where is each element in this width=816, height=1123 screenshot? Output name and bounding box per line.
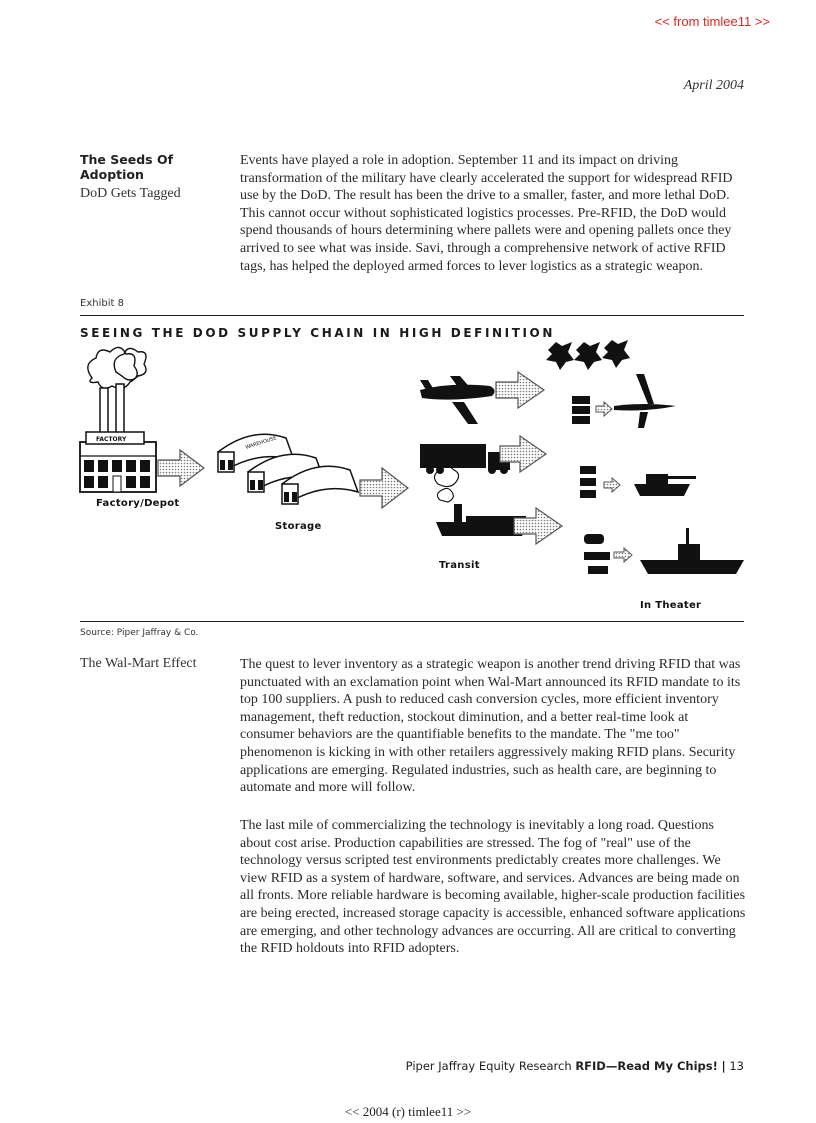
page-footer xyxy=(406,1059,744,1073)
warship-icon xyxy=(584,528,744,574)
factory-icon xyxy=(80,347,156,492)
page-number: 13 xyxy=(729,1059,744,1073)
stage-in-theater: In Theater xyxy=(640,600,702,611)
footer-publisher: Piper Jaffray Equity Research xyxy=(405,1059,572,1073)
section-heading-walmart: The Wal-Mart Effect xyxy=(80,656,197,671)
stage-storage: Storage xyxy=(275,521,322,532)
dod-paragraph: Events have played a role in adoption. September 11 and its impact on driving transformation of the military have clearly accelerated the support for widespread RFID use by the DoD. The result has been the drive to a smaller, faster, and more lethal DoD. This cannot occur without sophisticated logistics processes. Pre-RFID, the DoD would spend thousands of hours determining where pallets were and opening pallets once they arrived to see what was inside. Savi, through a comprehensive network of active RFID tags, has helped the deployed armed forces to lever logistics as a strategic weapon. xyxy=(240,153,733,274)
section-subheading-dod: DoD Gets Tagged xyxy=(80,186,181,201)
arrow-plane xyxy=(496,372,544,408)
fighter-jet-icon xyxy=(614,374,676,428)
cargo-plane-icon xyxy=(420,376,495,424)
factory-sign: FACTORY xyxy=(96,436,127,443)
watermark-top: << from timlee11 >> xyxy=(654,14,770,29)
tank-icon xyxy=(580,466,696,498)
exhibit-bottom-rule xyxy=(80,621,744,622)
warehouse-sign: WAREHOUSE xyxy=(244,435,278,451)
stage-transit: Transit xyxy=(439,560,480,571)
section-heading-seeds: The Seeds Of Adoption xyxy=(80,152,174,182)
soldiers-icon xyxy=(546,340,630,370)
arrow-ship xyxy=(514,508,562,544)
watermark-bottom: << 2004 (r) timlee11 >> xyxy=(344,1104,472,1119)
arrow-factory xyxy=(158,450,204,486)
footer-report-title: RFID—Read My Chips! xyxy=(575,1059,718,1073)
walmart-paragraph: The quest to lever inventory as a strategic weapon is another trend driving RFID that was punctuated with an exclamation point when Wal-Mart announced its RFID mandate to its top 100 suppliers. A push to reduced cash conversion cycles, more efficient inventory management, theft reduction, stockout diminution, and a better real-time look at consumer behaviors are the quantifiable benefits to the mandate. The "me too" phenomenon is kicking in with other retailers aggressively making RFID plans. Security applications are emerging. Regulated industries, such as health care, are beginning to automate and more will follow. xyxy=(240,657,741,796)
supply-crates-icon xyxy=(572,396,590,424)
arrow-storage xyxy=(360,468,408,508)
exhibit-source: Source: Piper Jaffray & Co. xyxy=(80,628,199,638)
footer-separator: | xyxy=(721,1059,726,1073)
report-date: April 2004 xyxy=(683,78,744,93)
last-mile-paragraph: The last mile of commercializing the technology is inevitably a long road. Questions about cost arise. Production capabilities are stressed. The fog of "real" use of the technology versus scripted test environments predictably creates more challenges. We view RFID as a system of hardware, software, and services. Advances are being made on all fronts. More reliable hardware is becoming available, higher-scale production facilities are being erected, increased storage capacity is accessible, enhanced software applications are emerging, and other technology advances are occurring. All are critical to converting the RFID holdouts into RFID adopters. xyxy=(240,818,746,957)
exhibit-title: SEEING THE DOD SUPPLY CHAIN IN HIGH DEFINITION xyxy=(80,326,556,340)
exhibit-label: Exhibit 8 xyxy=(80,298,124,309)
stage-factory-depot: Factory/Depot xyxy=(96,498,180,509)
truck-icon xyxy=(420,444,510,474)
